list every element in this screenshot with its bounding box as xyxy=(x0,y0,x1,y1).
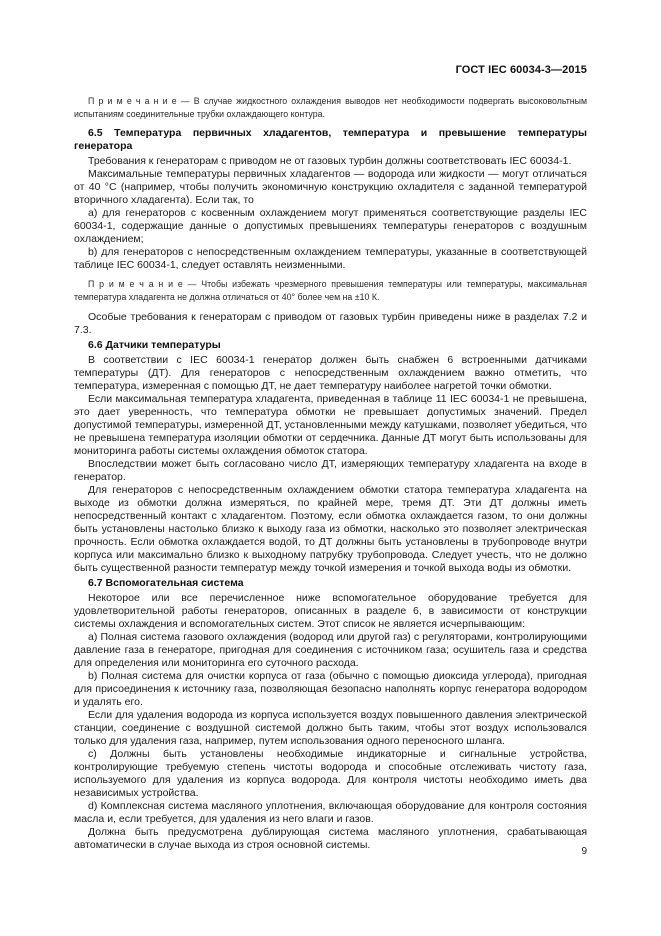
section-title: Вспомогательная система xyxy=(105,577,244,589)
paragraph-compressed-air: Если для удаления водорода из корпуса используется воздух повышенного давления электрической станции, соединение с воздушной системой должно быть таким, чтобы этот воздух использовался только для удаления газа, например, путем использования одного переносного шланга. xyxy=(74,709,587,747)
section-title: Температура первичных хладагентов, температура и превышение температуры генератора xyxy=(74,127,587,152)
paragraph-temperature-detectors: В соответствии с IEC 60034-1 генератор должен быть снабжен 6 встроенными датчиками температуры (ДТ). Для генераторов с непосредственным охлаждением важно отметить, что температура, измеренная с помощью ДТ, не дает температуру наиболее нагретой точки обмотки. xyxy=(74,354,587,392)
section-number: 6.6 xyxy=(88,339,103,351)
list-item-b-direct-cooling: b) для генераторов с непосредственным охлаждением температуры, указанные в соответствующей таблице IEC 60034-1, следует оставлять неизменными. xyxy=(74,246,587,271)
paragraph-gas-turbine-requirements: Особые требования к генераторам с приводом от газовых турбин приведены ниже в разделах 7.2 и 7.3. xyxy=(74,311,587,336)
paragraph-max-coolant-temperature: Если максимальная температура хладагента, приведенная в таблице 11 IEC 60034-1 не превышена, это дает уверенность, что температура обмотки не превышает допустимых значений. Предел допустимой температуры, измеренной ДТ, установленными между катушками, позволяет убедиться, что не превышена температура изоляции обмотки от сердечника. Данные ДТ могут быть использованы для мониторинга работы системы охлаждения обмоток статора. xyxy=(74,393,587,457)
paragraph-stator-winding-cooling: Для генераторов с непосредственным охлаждением обмотки статора температура хладагента на выходе из обмотки должна измеряться, по крайней мере, тремя ДТ. Эти ДТ должны иметь непосредственный контакт с хладагентом. Поэтому, если обмотка охлаждается газом, то они должны быть установлены настолько близко к выходу газа из обмотки, насколько это позволяет электрическая прочность. Если обмотка охлаждается водой, то ДТ должны быть установлены в трубопроводе внутри корпуса или максимально близко к выходному патрубку трубопровода. Следует учесть, что не должно быть существенной разности температур между точкой измерения и точкой выхода воды из обмотки. xyxy=(74,484,587,574)
section-number: 6.5 xyxy=(88,127,103,139)
section-6-6-heading xyxy=(74,339,587,352)
note-label: П р и м е ч а н и е xyxy=(88,96,177,106)
note-coolant-temperature xyxy=(74,278,587,303)
section-number: 6.7 xyxy=(88,577,103,589)
section-title: Датчики температуры xyxy=(105,339,221,351)
note-text: — В случае жидкостного охлаждения выводов нет необходимости подвергать высоковольтным испытаниям соединительные трубки охлаждающего контура. xyxy=(74,96,587,119)
list-item-a-gas-cooling-system: а) Полная система газового охлаждения (водород или другой газ) с регуляторами, контролирующими давление газа в генераторе, пригодная для соединения с источником газа; осушитель газа и средства для определения или мониторинга его суточного расхода. xyxy=(74,631,587,669)
note-text: — Чтобы избежать чрезмерного превышения температуры или температуры, максимальная температура хладагента не должна отличаться от 40° более чем на ±10 К. xyxy=(74,279,587,302)
paragraph-max-temperatures: Максимальные температуры первичных хладагентов — водорода или жидкости — могут отличаться от 40 °С (например, чтобы получить экономичную конструкцию охладителя с заданной температурой вторичного хладагента). Если так, то xyxy=(74,168,587,206)
paragraph-requirements: Требования к генераторам с приводом не от газовых турбин должны соответствовать IEC 60034-1. xyxy=(88,155,572,167)
document-number-header: ГОСТ IEC 60034-3—2015 xyxy=(455,64,587,76)
paragraph-detector-count: Впоследствии может быть согласовано число ДТ, измеряющих температуру хладагента на входе в генератор. xyxy=(74,458,587,483)
note-label: П р и м е ч а н и е xyxy=(88,279,183,289)
paragraph-backup-oil-seal: Должна быть предусмотрена дублирующая система масляного уплотнения, срабатывающая автоматически в случае выхода из строя основной системы. xyxy=(74,826,587,851)
list-item-b-gas-purging-system: b) Полная система для очистки корпуса от газа (обычно с помощью диоксида углерода), пригодная для присоединения к источнику газа, позволяющая безопасно наполнять корпус генератора водородом и удалять его. xyxy=(74,670,587,708)
note-liquid-cooling xyxy=(74,95,587,120)
page-number: 9 xyxy=(581,846,587,857)
list-item-a-indirect-cooling: а) для генераторов с косвенным охлаждением могут применяться соответствующие разделы IEC 60034-1, содержащие данные о допустимых превышениях температуры генераторов с воздушным охлаждением; xyxy=(74,207,587,245)
list-item-d-oil-seal-system: d) Комплексная система масляного уплотнения, включающая оборудование для контроля состояния масла и, если требуется, для удаления из него влаги и газов. xyxy=(74,800,587,825)
section-6-7-heading xyxy=(74,577,587,590)
section-6-5-heading xyxy=(74,127,587,153)
page-content xyxy=(74,95,587,852)
list-item-c-purity-devices: с) Должны быть установлены необходимые индикаторные и сигнальные устройства, контролирующие требуемую степень чистоты водорода и способные отслеживать чистоту газа, используемого для удаления из корпуса водорода. Для контроля чистоты необходимо иметь два независимых устройства. xyxy=(74,748,587,799)
paragraph-auxiliary-equipment: Некоторое или все перечисленное ниже вспомогательное оборудование требуется для удовлетворительной работы генераторов, описанных в разделе 6, в зависимости от конструкции системы охлаждения и вспомогательных систем. Этот список не является исчерпывающим: xyxy=(74,592,587,630)
